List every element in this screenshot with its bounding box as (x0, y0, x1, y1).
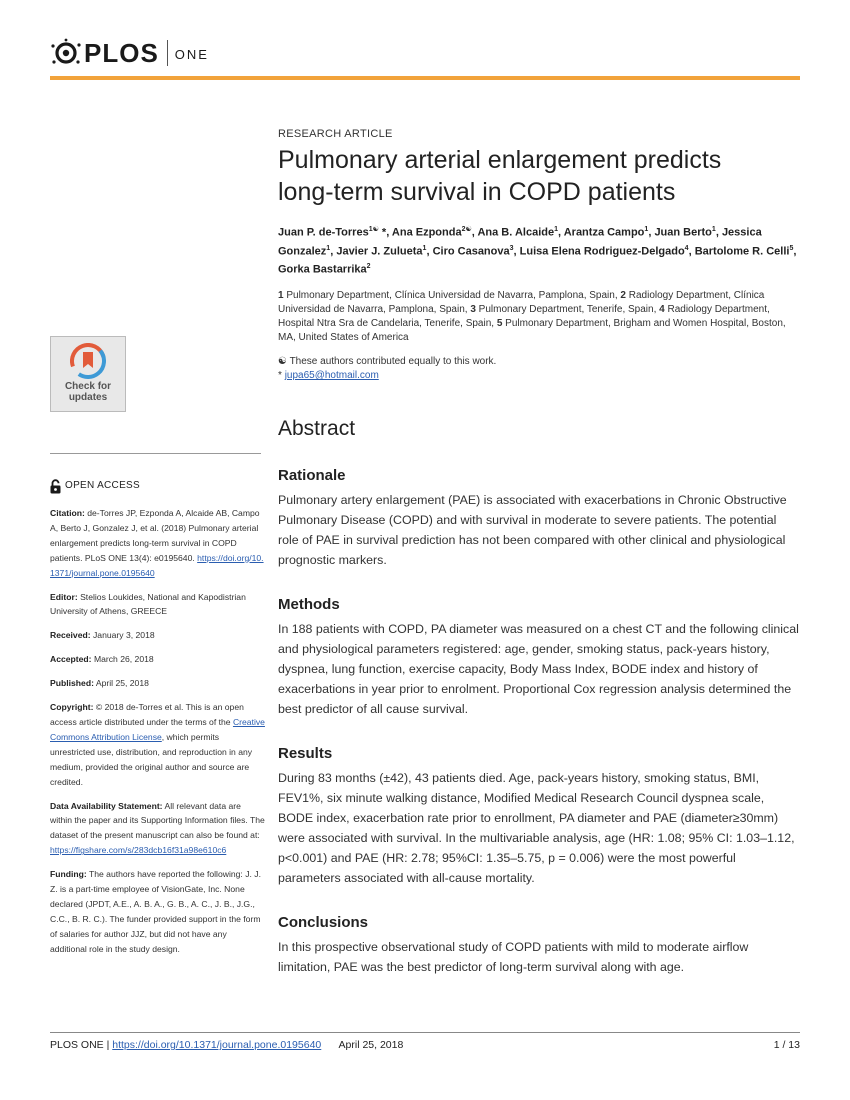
author-affiliation-marker: 1 (422, 244, 427, 252)
open-access-label (50, 479, 265, 494)
corresponding-email-link[interactable]: jupa65@hotmail.com (284, 369, 379, 381)
funding-text: The authors have reported the following: J. J. Z. is a part-time employee of VisionGate, Inc. None declared (JPDT, A.E., A. B. A., G. B., A. C., J. B., J.G., C.C., B. R. C.). The funder provided support in the form of salaries for author JJZ, but did not have any additional role in the study design. (50, 869, 261, 954)
logo-brand-text: PLOS (84, 37, 159, 68)
abstract-section-text: In this prospective observational study of COPD patients with mild to moderate airflow limitation, PAE was the best predictor of long-term survival along with age. (278, 939, 749, 974)
abstract-section-text: During 83 months (±42), 43 patients died. Age, pack-years history, smoking status, BMI, FEV1%, six minute walking distance, Modified Medical Research Council dyspnea scale, BODE index, exacerbation rate prior to enrollment, PA diameter and PAE (diameter≥30mm) were associated with survival. In the multivariable analysis, age (HR: 1.08; 95% CI: 1.03–1.12, p<0.001) and PAE (HR: 2.78; 95%CI: 1.35–5.75, p = 0.006) were the most powerful parameters associated with all-cause mortality. (278, 770, 795, 885)
author-separator: , (715, 226, 722, 239)
author-name: Jessica Gonzalez (278, 226, 762, 258)
author-affiliation-marker: 1 (711, 226, 716, 233)
data-availability-label: Data Availability Statement: (50, 800, 163, 811)
author-affiliation-marker: 1 (644, 226, 649, 233)
author-separator: , (513, 245, 520, 258)
citation-doi-link[interactable]: https://doi.org/10.1371/journal.pone.0195640 (50, 552, 264, 578)
crossmark-icon (70, 343, 106, 379)
footer-doi-link[interactable]: https://doi.org/10.1371/journal.pone.0195640 (112, 1039, 322, 1051)
figshare-link[interactable]: https://figshare.com/s/283dcb16f31a98e610c6 (50, 845, 227, 856)
equal-contribution-note: ☯ These authors contributed equally to this work. (278, 355, 497, 367)
published-label: Published: (50, 678, 94, 689)
header-accent-rule (50, 76, 800, 80)
author-name: Bartolome R. Celli (694, 245, 790, 258)
article-info-sidebar (50, 479, 265, 966)
affiliation-number: 5 (496, 317, 503, 329)
page-number: 1 / 13 (773, 1039, 800, 1051)
editor-block (50, 590, 265, 620)
funding-label: Funding: (50, 869, 87, 880)
affiliation-number: 2 (620, 289, 626, 301)
logo-journal-text: ONE (174, 46, 209, 62)
author-name: Ana Ezponda (391, 226, 462, 239)
author-affiliation-marker: 5 (789, 244, 794, 252)
abstract-section-heading: Conclusions (278, 913, 369, 931)
article-title-line1: Pulmonary arterial enlargement predicts (278, 146, 722, 174)
received-block (50, 628, 265, 643)
logo-separator (167, 40, 168, 66)
author-affiliation-marker: 1☯ (368, 226, 379, 233)
copyright-block (50, 700, 265, 789)
accepted-date: March 26, 2018 (93, 654, 154, 665)
author-affiliation-marker: 2 (366, 263, 371, 271)
author-separator: , (688, 245, 695, 258)
received-date: January 3, 2018 (93, 630, 155, 641)
copyright-text-post: , which permits unrestricted use, distribution, and reproduction in any medium, provided the original author and source are credited. (50, 731, 253, 787)
affiliations (278, 289, 800, 345)
accepted-block (50, 652, 265, 667)
author-separator: , (793, 245, 797, 258)
author-name: Javier J. Zulueta (336, 245, 423, 258)
abstract-heading: Abstract (278, 416, 356, 440)
author-notes (278, 355, 800, 383)
published-block (50, 676, 265, 691)
author-affiliation-marker: 1 (554, 226, 558, 233)
author-name: Arantza Campo (563, 226, 645, 239)
affiliation-number: 3 (470, 303, 476, 315)
author-separator: , (648, 226, 655, 239)
plos-logo-icon (50, 38, 82, 68)
received-label: Received: (50, 630, 91, 641)
affiliation-number: 4 (659, 303, 665, 315)
crossmark-label-line1: Check for (64, 381, 112, 392)
affiliation-number: 1 (278, 289, 284, 301)
author-name: Juan Berto (654, 226, 712, 239)
footer-rule (50, 1032, 800, 1033)
abstract-section-heading: Rationale (278, 466, 346, 484)
affiliation-text: Pulmonary Department, Tenerife, Spain, (478, 303, 657, 315)
article-title-line2: long-term survival in COPD patients (278, 178, 676, 206)
abstract-sections (278, 467, 800, 977)
author-separator: , (558, 226, 564, 239)
article-title (278, 144, 800, 208)
author-affiliation-marker: 3 (509, 244, 514, 252)
plos-one-logo[interactable] (50, 38, 209, 68)
corresponding-marker: * (278, 369, 282, 381)
author-separator: *, (378, 226, 392, 239)
author-name: Ana B. Alcaide (477, 226, 555, 239)
editor-text: Stelios Loukides, National and Kapodistrian University of Athens, GREECE (50, 591, 246, 617)
corresponding-author-note (278, 369, 800, 383)
footer-journal: PLOS ONE | (50, 1039, 113, 1051)
author-name: Juan P. de-Torres (278, 226, 369, 239)
author-separator: , (330, 245, 337, 258)
editor-label: Editor: (50, 591, 78, 602)
open-access-text: OPEN ACCESS (65, 480, 140, 492)
citation-block (50, 506, 265, 581)
copyright-label: Copyright: (50, 702, 94, 713)
funding-block (50, 867, 265, 956)
citation-text: de-Torres JP, Ezponda A, Alcaide AB, Campo A, Berto J, Gonzalez J, et al. (2018) Pulmonary arterial enlargement predicts long-term survival in COPD patients. PLoS ONE 13(4): e0195640. (50, 508, 260, 563)
copyright-text-pre: © 2018 de-Torres et al. This is an open access article distributed under the terms of the (50, 702, 244, 727)
published-date: April 25, 2018 (95, 678, 149, 689)
author-name: Gorka Bastarrika (278, 263, 367, 276)
footer-date: April 25, 2018 (338, 1039, 404, 1051)
author-separator: , (471, 226, 478, 239)
license-link[interactable]: Creative Commons Attribution License (50, 716, 265, 742)
affiliation-text: Radiology Department, Hospital Ntra Sra de Candelaria, Tenerife, Spain, (278, 303, 770, 329)
author-affiliation-marker: 1 (326, 244, 331, 252)
article-main-column (278, 128, 800, 977)
open-lock-icon (50, 479, 61, 494)
sidebar-divider (50, 453, 261, 454)
affiliation-text: Pulmonary Department, Brigham and Women Hospital, Boston, MA, United States of America (278, 317, 786, 343)
accepted-label: Accepted: (50, 654, 92, 665)
affiliation-text: Radiology Department, Clínica Universidad de Navarra, Pamplona, Spain, (278, 289, 765, 315)
abstract-section-heading: Results (278, 744, 333, 762)
author-name: Ciro Casanova (432, 245, 510, 258)
data-availability-block (50, 799, 265, 859)
author-affiliation-marker: 4 (684, 244, 689, 252)
author-name: Luisa Elena Rodriguez-Delgado (519, 245, 685, 258)
crossmark-label-line2: updates (68, 392, 108, 403)
abstract-section-text: Pulmonary artery enlargement (PAE) is associated with exacerbations in Chronic Obstructive Pulmonary Disease (COPD) and with survival in moderate to severe patients. The potential role of PAE in survival prediction has not been compared with other clinical and physiological prognostic markers. (278, 492, 787, 567)
check-for-updates-badge[interactable] (50, 336, 126, 412)
affiliation-text: Pulmonary Department, Clínica Universidad de Navarra, Pamplona, Spain, (286, 289, 618, 301)
abstract-section-text: In 188 patients with COPD, PA diameter was measured on a chest CT and the following clinical and physiological parameters registered: age, gender, smoking status, pack-years history, dyspnea, lung function, exercise capacity, Body Mass Index, BODE index and history of exacerbations in year prior to enrolment. Proportional Cox regression analysis determined the best predictor of all cause survival. (278, 621, 799, 716)
article-type-label: RESEARCH ARTICLE (278, 128, 393, 140)
data-availability-text: All relevant data are within the paper and its Supporting Information files. The dataset of the present manuscript can also be found at: (50, 800, 265, 841)
author-affiliation-marker: 2☯ (461, 226, 472, 233)
author-list (278, 222, 800, 278)
citation-label: Citation: (50, 508, 85, 518)
abstract-section-heading: Methods (278, 595, 340, 613)
author-separator: , (426, 245, 433, 258)
